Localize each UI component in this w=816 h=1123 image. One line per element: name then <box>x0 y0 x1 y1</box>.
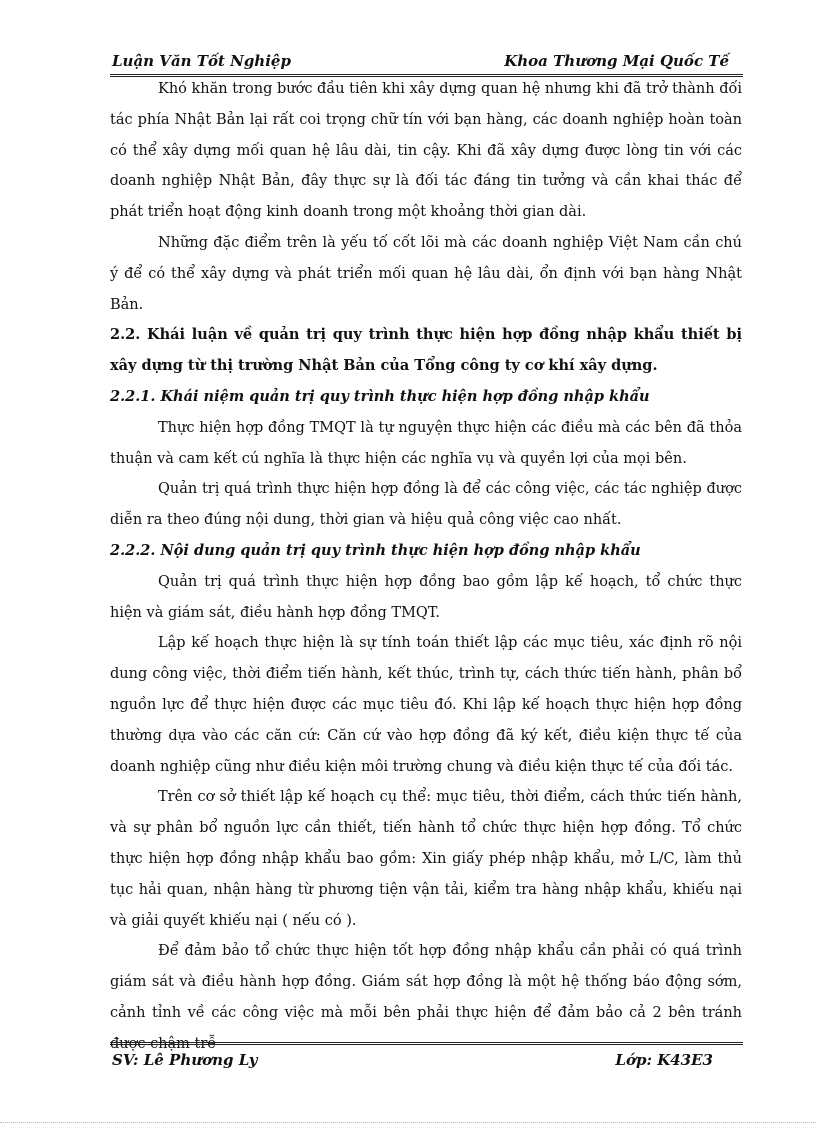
header-thesis-title: Luận Văn Tốt Nghiệp <box>112 52 291 70</box>
paragraph-8: Để đảm bảo tổ chức thực hiện tốt hợp đồng nhập khẩu cần phải có quá trình giám sát và điều hành hợp đồng. Giám sát hợp đồng là một hệ thống báo động sớm, cảnh tỉnh về các công việc mà mỗi bên phải thực hiện để đảm bảo cả 2 bên tránh được chậm trễ <box>110 943 742 1052</box>
paragraph-1: Khó khăn trong bước đầu tiên khi xây dựng quan hệ nhưng khi đã trở thành đối tác phía Nhật Bản lại rất coi trọng chữ tín với bạn hàng, các doanh nghiệp hoàn toàn có thể xây dựng mối quan hệ lâu dài, tin cậy. Khi đã xây dựng được lòng tin với các doanh nghiệp Nhật Bản, đây thực sự là đối tác đáng tin tưởng và cần khai thác để phát triển hoạt động kinh doanh trong một khoảng thời gian dài. <box>110 81 742 221</box>
page-header <box>110 50 743 77</box>
paragraph-7: Trên cơ sở thiết lập kế hoạch cụ thể: mục tiêu, thời điểm, cách thức tiến hành, và sự phân bổ nguồn lực cần thiết, tiến hành tổ chức thực hiện hợp đồng. Tổ chức thực hiện hợp đồng nhập khẩu bao gồm: Xin giấy phép nhập khẩu, mở L/C, làm thủ tục hải quan, nhận hàng từ phương tiện vận tải, kiểm tra hàng nhập khẩu, khiếu nại và giải quyết khiếu nại ( nếu có ). <box>110 789 742 929</box>
page-footer <box>110 1042 743 1071</box>
paragraph-4: Quản trị quá trình thực hiện hợp đồng là để các công việc, các tác nghiệp được diễn ra theo đúng nội dung, thời gian và hiệu quả công việc cao nhất. <box>110 481 742 529</box>
paragraph-6: Lập kế hoạch thực hiện là sự tính toán thiết lập các mục tiêu, xác định rõ nội dung công việc, thời điểm tiến hành, kết thúc, trình tự, cách thức tiến hành, phân bổ nguồn lực để thực hiện được các mục tiêu đó. Khi lập kế hoạch thực hiện hợp đồng thường dựa vào các căn cứ: Căn cứ vào hợp đồng đã ký kết, điều kiện thực tế của doanh nghiệp cũng như điều kiện môi trường chung và điều kiện thực tế của đối tác. <box>110 635 742 775</box>
paragraph-2: Những đặc điểm trên là yếu tố cốt lõi mà các doanh nghiệp Việt Nam cần chú ý để có thể xây dựng và phát triển mối quan hệ lâu dài, ổn định với bạn hàng Nhật Bản. <box>110 234 742 313</box>
section-heading-2-2: 2.2. Khái luận về quản trị quy trình thực hiện hợp đồng nhập khẩu thiết bị xây dựng từ thị trường Nhật Bản của Tổng công ty cơ khí xây dựng. <box>110 326 742 375</box>
subsection-heading-2-2-1: 2.2.1. Khái niệm quản trị quy trình thực hiện hợp đồng nhập khẩu <box>110 387 650 405</box>
footer-student-name: SV: Lê Phương Ly <box>112 1051 258 1069</box>
header-faculty: Khoa Thương Mại Quốc Tế <box>504 52 729 70</box>
paragraph-5: Quản trị quá trình thực hiện hợp đồng bao gồm lập kế hoạch, tổ chức thực hiện và giám sát, điều hành hợp đồng TMQT. <box>110 573 742 621</box>
subsection-heading-2-2-2: 2.2.2. Nội dung quản trị quy trình thực hiện hợp đồng nhập khẩu <box>110 541 641 559</box>
footer-class: Lớp: K43E3 <box>615 1051 713 1069</box>
page-body <box>110 74 742 1060</box>
paragraph-3: Thực hiện hợp đồng TMQT là tự nguyện thực hiện các điều mà các bên đã thỏa thuận và cam kết cú nghĩa là thực hiện các nghĩa vụ và quyền lợi của mọi bên. <box>110 419 742 467</box>
